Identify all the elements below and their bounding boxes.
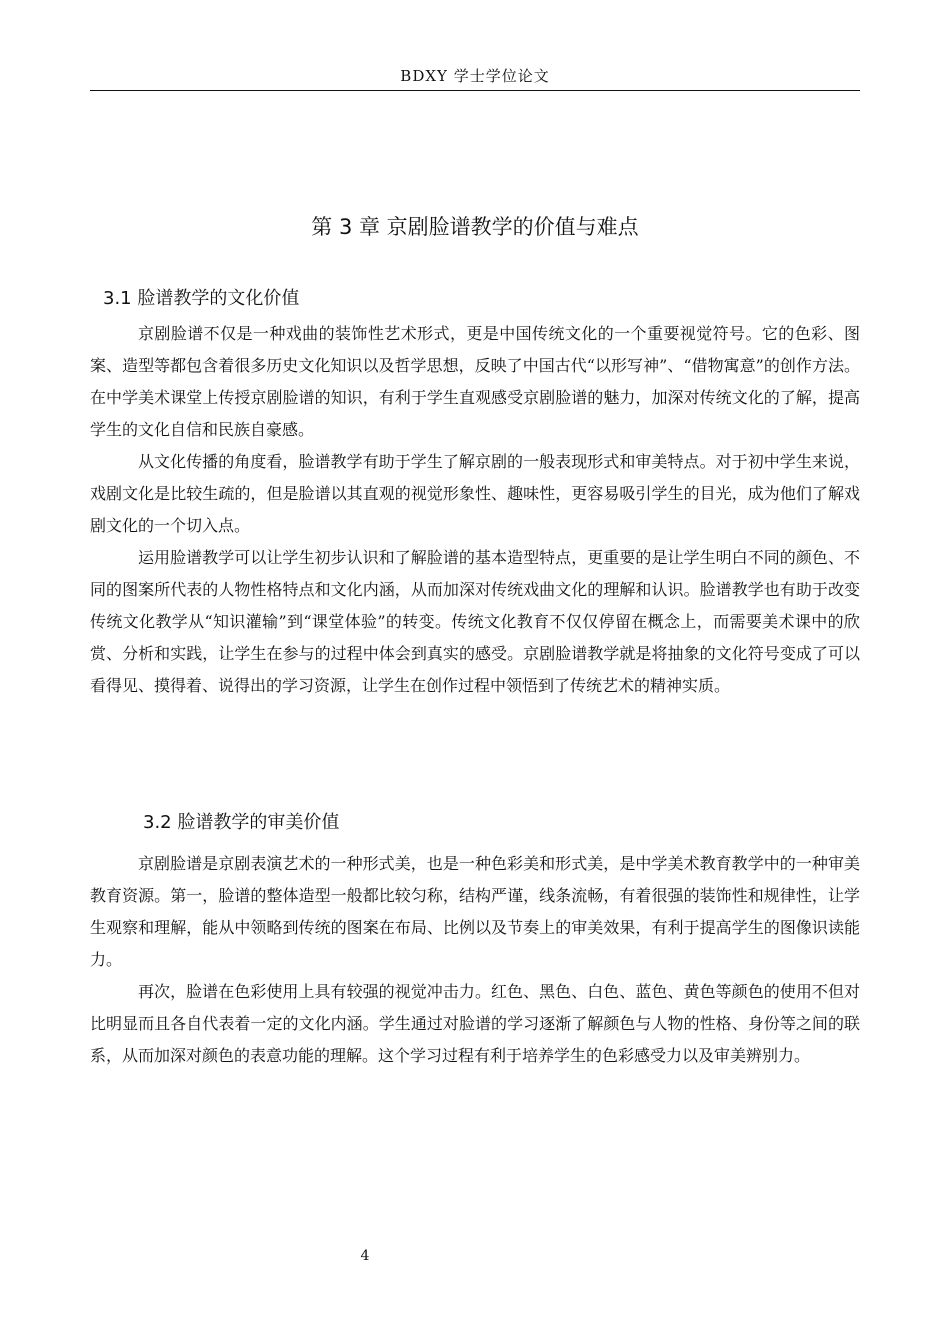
paragraph: 运用脸谱教学可以让学生初步认识和了解脸谱的基本造型特点，更重要的是让学生明白不同的颜色、不同的图案所代表的人物性格特点和文化内涵，从而加深对传统戏曲文化的理解和认识。脸谱教学也有助于改变传统文化教学从“知识灌输”到“课堂体验”的转变。传统文化教育不仅仅停留在概念上，而需要美术课中的欣赏、分析和实践，让学生在参与的过程中体会到真实的感受。京剧脸谱教学就是将抽象的文化符号变成了可以看得见、摸得着、说得出的学习资源，让学生在创作过程中领悟到了传统艺术的精神实质。 (90, 548, 860, 695)
paragraph: 京剧脸谱不仅是一种戏曲的装饰性艺术形式，更是中国传统文化的一个重要视觉符号。它的色彩、图案、造型等都包含着很多历史文化知识以及哲学思想，反映了中国古代“以形写神”、“借物寓意”的创作方法。在中学美术课堂上传授京剧脸谱的知识，有利于学生直观感受京剧脸谱的魅力，加深对传统文化的了解，提高学生的文化自信和民族自豪感。 (90, 324, 860, 439)
paragraph: 京剧脸谱是京剧表演艺术的一种形式美，也是一种色彩美和形式美，是中学美术教育教学中的一种审美教育资源。第一，脸谱的整体造型一般都比较匀称，结构严谨，线条流畅，有着很强的装饰性和规律性，让学生观察和理解，能从中领略到传统的图案在布局、比例以及节奏上的审美效果，有利于提高学生的图像识读能力。 (90, 854, 860, 969)
header-rule (90, 90, 860, 91)
paragraph: 再次，脸谱在色彩使用上具有较强的视觉冲击力。红色、黑色、白色、蓝色、黄色等颜色的使用不但对比明显而且各自代表着一定的文化内涵。学生通过对脸谱的学习逐渐了解颜色与人物的性格、身份等之间的联系，从而加深对颜色的表意功能的理解。这个学习过程有利于培养学生的色彩感受力以及审美辨别力。 (90, 982, 860, 1065)
chapter-title: 第 3 章 京剧脸谱教学的价值与难点 (311, 215, 639, 239)
section-body-3-2 (90, 848, 860, 1072)
page-number: 4 (360, 1248, 370, 1264)
paragraph: 从文化传播的角度看，脸谱教学有助于学生了解京剧的一般表现形式和审美特点。对于初中学生来说，戏剧文化是比较生疏的，但是脸谱以其直观的视觉形象性、趣味性，更容易吸引学生的目光，成为他们了解戏剧文化的一个切入点。 (90, 452, 860, 535)
running-header: BDXY 学士学位论文 (400, 67, 550, 85)
section-body-3-1 (90, 318, 860, 702)
section-title-3-2: 3.2 脸谱教学的审美价值 (143, 812, 340, 833)
section-title-3-1: 3.1 脸谱教学的文化价值 (103, 288, 300, 309)
